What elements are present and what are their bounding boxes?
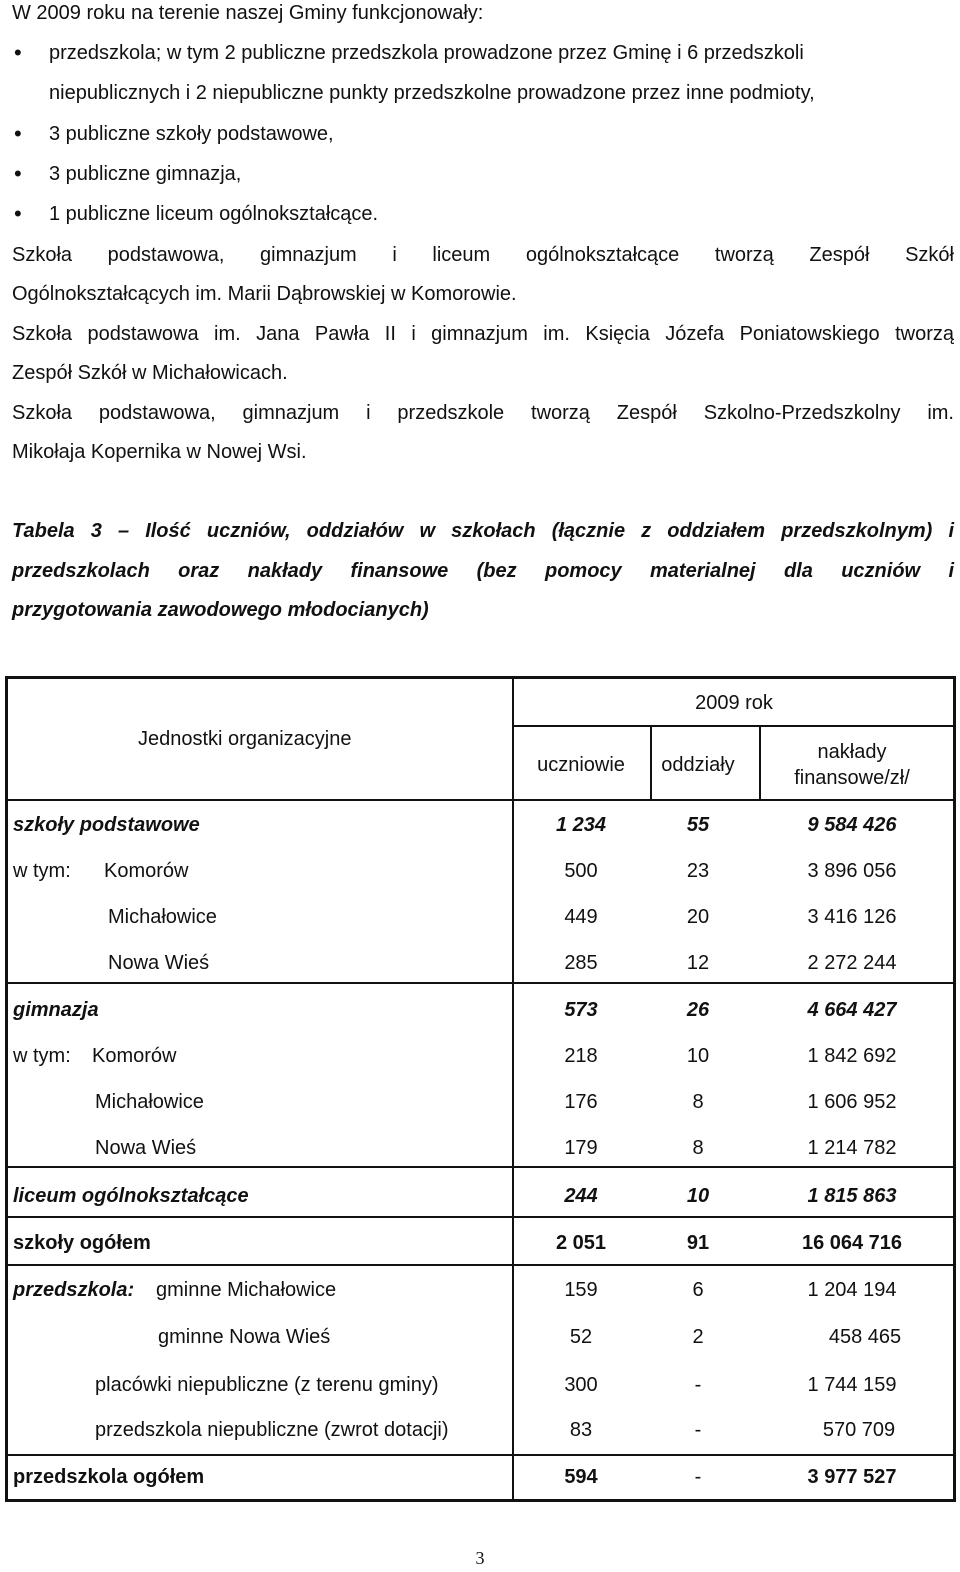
cell-funds: 570 709	[822, 1419, 896, 1441]
header-units: Jednostki organizacyjne	[138, 728, 352, 750]
cell-classes: 8	[692, 1091, 704, 1113]
cell-funds: 1 815 863	[807, 1185, 897, 1207]
row-label: Michałowice	[95, 1091, 204, 1113]
cell-funds: 2 272 244	[807, 952, 897, 974]
row-label: szkoły ogółem	[13, 1232, 151, 1254]
table-divider	[759, 725, 761, 799]
row-label: przedszkola niepubliczne (zwrot dotacji)	[95, 1419, 449, 1441]
table-divider	[8, 1454, 953, 1456]
row-label: gminne Nowa Wieś	[158, 1326, 331, 1348]
row-prefix: przedszkola:	[13, 1279, 135, 1301]
cell-funds: 1 842 692	[807, 1045, 897, 1067]
row-label: Nowa Wieś	[108, 952, 210, 974]
cell-classes: 6	[692, 1279, 704, 1301]
bullet-dot: •	[14, 40, 22, 65]
cell-funds: 1 214 782	[807, 1137, 897, 1159]
bullet-item: 3 publiczne szkoły podstawowe,	[49, 123, 334, 145]
table-divider	[8, 982, 953, 984]
cell-students: 159	[564, 1279, 598, 1301]
paragraph-line: Szkoła podstawowa, gimnazjum i liceum ogólnokształcące tworzą Zespół Szkół	[12, 244, 954, 266]
cell-classes: -	[694, 1419, 702, 1441]
row-label: przedszkola ogółem	[13, 1466, 205, 1488]
row-prefix: w tym:	[13, 860, 71, 882]
cell-classes: -	[694, 1374, 702, 1396]
row-label: szkoły podstawowe	[13, 814, 200, 836]
table-divider	[8, 1264, 953, 1266]
data-table	[5, 676, 956, 1502]
cell-students: 1 234	[555, 814, 607, 836]
header-classes: oddziały	[661, 754, 735, 776]
paragraph-line: Ogólnokształcących im. Marii Dąbrowskiej w Komorowie.	[12, 283, 517, 305]
cell-students: 52	[569, 1326, 593, 1348]
bullet-dot: •	[14, 121, 22, 146]
row-label: placówki niepubliczne (z terenu gminy)	[95, 1374, 439, 1396]
table-divider	[8, 1216, 953, 1218]
cell-students: 244	[564, 1185, 598, 1207]
cell-classes: 20	[686, 906, 710, 928]
cell-students: 285	[564, 952, 598, 974]
table-caption-line: Tabela 3 – Ilość uczniów, oddziałów w szkołach (łącznie z oddziałem przedszkolnym) i	[12, 520, 954, 542]
table-caption-line: przedszkolach oraz nakłady finansowe (bez pomocy materialnej dla uczniów i	[12, 560, 954, 582]
cell-classes: 26	[686, 999, 710, 1021]
row-label: Komorów	[92, 1045, 177, 1067]
header-funds: nakłady	[817, 741, 887, 763]
cell-classes: 10	[686, 1185, 710, 1207]
cell-classes: -	[694, 1466, 702, 1488]
cell-classes: 10	[686, 1045, 710, 1067]
table-caption-line: przygotowania zawodowego młodocianych)	[12, 599, 429, 621]
bullet-item-continuation: niepublicznych i 2 niepubliczne punkty przedszkolne prowadzone przez inne podmioty,	[49, 82, 815, 104]
cell-students: 500	[564, 860, 598, 882]
header-funds: finansowe/zł/	[794, 767, 910, 789]
table-divider	[512, 799, 514, 1499]
bullet-dot: •	[14, 161, 22, 186]
page-number: 3	[475, 1548, 485, 1568]
bullet-item: 3 publiczne gimnazja,	[49, 163, 242, 185]
cell-funds: 9 584 426	[807, 814, 897, 836]
row-label: Nowa Wieś	[95, 1137, 197, 1159]
cell-funds: 16 064 716	[801, 1232, 903, 1254]
row-label: gminne Michałowice	[156, 1279, 337, 1301]
cell-students: 179	[564, 1137, 598, 1159]
row-label: liceum ogólnokształcące	[13, 1185, 249, 1207]
cell-funds: 1 606 952	[807, 1091, 897, 1113]
table-divider	[8, 1166, 953, 1168]
bullet-item: przedszkola; w tym 2 publiczne przedszkola prowadzone przez Gminę i 6 przedszkoli	[49, 42, 804, 64]
cell-classes: 55	[686, 814, 710, 836]
cell-students: 176	[564, 1091, 598, 1113]
cell-funds: 1 204 194	[807, 1279, 897, 1301]
paragraph-line: Zespół Szkół w Michałowicach.	[12, 362, 288, 384]
intro-text: W 2009 roku na terenie naszej Gminy funkcjonowały:	[12, 2, 484, 24]
cell-students: 2 051	[555, 1232, 607, 1254]
cell-students: 83	[569, 1419, 593, 1441]
row-prefix: w tym:	[13, 1045, 71, 1067]
cell-students: 449	[564, 906, 598, 928]
header-year: 2009 rok	[695, 692, 773, 714]
cell-funds: 1 744 159	[807, 1374, 897, 1396]
row-label: gimnazja	[13, 999, 99, 1021]
cell-students: 573	[564, 999, 598, 1021]
cell-classes: 2	[692, 1326, 704, 1348]
bullet-dot: •	[14, 201, 22, 226]
cell-funds: 4 664 427	[807, 999, 897, 1021]
row-label: Michałowice	[108, 906, 217, 928]
table-divider	[650, 725, 652, 799]
row-label: Komorów	[104, 860, 189, 882]
cell-classes: 8	[692, 1137, 704, 1159]
cell-classes: 91	[686, 1232, 710, 1254]
cell-funds: 3 896 056	[807, 860, 897, 882]
cell-classes: 23	[686, 860, 710, 882]
cell-students: 594	[564, 1466, 598, 1488]
cell-funds: 458 465	[828, 1326, 902, 1348]
cell-classes: 12	[686, 952, 710, 974]
header-students: uczniowie	[537, 754, 625, 776]
cell-funds: 3 416 126	[807, 906, 897, 928]
bullet-item: 1 publiczne liceum ogólnokształcące.	[49, 203, 379, 225]
table-divider	[512, 725, 953, 727]
cell-students: 218	[564, 1045, 598, 1067]
table-divider	[512, 679, 514, 799]
paragraph-line: Szkoła podstawowa, gimnazjum i przedszkole tworzą Zespół Szkolno-Przedszkolny im.	[12, 402, 954, 424]
table-divider	[8, 799, 953, 801]
cell-students: 300	[564, 1374, 598, 1396]
cell-funds: 3 977 527	[807, 1466, 897, 1488]
paragraph-line: Szkoła podstawowa im. Jana Pawła II i gimnazjum im. Księcia Józefa Poniatowskiego tworzą	[12, 323, 954, 345]
paragraph-line: Mikołaja Kopernika w Nowej Wsi.	[12, 441, 307, 463]
